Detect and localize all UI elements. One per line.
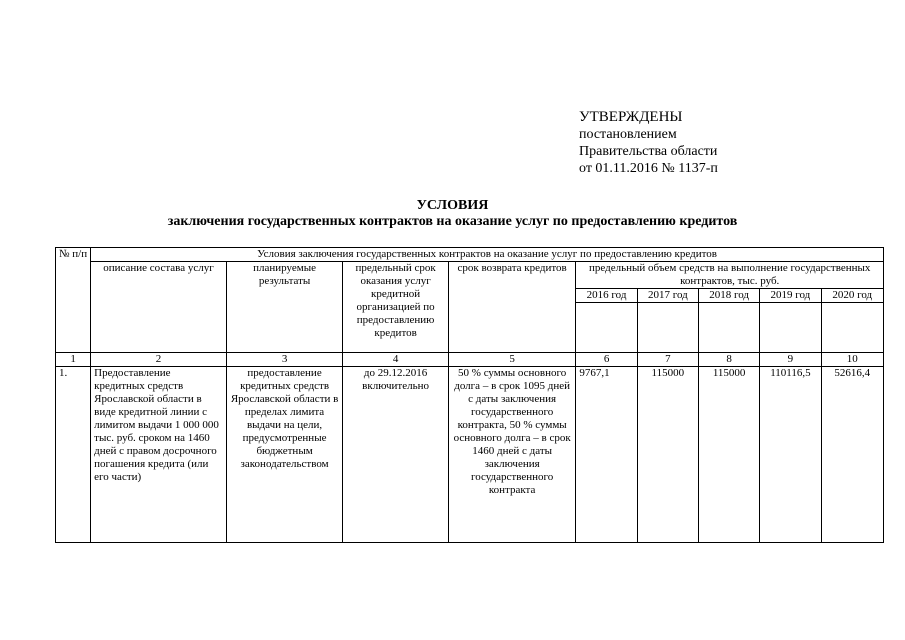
document-heading [0, 198, 905, 230]
column-number: 6 [576, 353, 637, 367]
header-return: срок возврата кредитов [448, 262, 576, 353]
row-value-2016: 9767,1 [576, 367, 637, 543]
column-number: 3 [226, 353, 343, 367]
header-year-spacer-2020 [821, 303, 883, 353]
column-number: 7 [637, 353, 698, 367]
row-number: 1. [56, 367, 91, 543]
conditions-table [55, 247, 884, 543]
row-value-2019: 110116,5 [760, 367, 821, 543]
approved-title: УТВЕРЖДЕНЫ [579, 109, 683, 125]
column-number: 1 [56, 353, 91, 367]
header-volume: предельный объем средств на выполнение государственных контрактов, тыс. руб. [576, 262, 884, 289]
row-results: предоставление кредитных средств Ярославской области в пределах лимита выдачи на цели, предусмотренные бюджетным законодательством [226, 367, 343, 543]
header-year-2017: 2017 год [637, 289, 698, 303]
header-year-spacer-2018 [698, 303, 759, 353]
row-deadline: до 29.12.2016 включительно [343, 367, 448, 543]
header-deadline: предельный срок оказания услуг кредитной организацией по предоставлению кредитов [343, 262, 448, 353]
row-description: Предоставление кредитных средств Ярославской области в виде кредитной линии с лимитом выдачи 1 000 000 тыс. руб. сроком на 1460 дней с правом досрочного погашения кредита (или его части) [91, 367, 227, 543]
approved-line-2: Правительства области [579, 144, 718, 159]
header-year-spacer-2019 [760, 303, 821, 353]
header-year-2016: 2016 год [576, 289, 637, 303]
header-description: описание состава услуг [91, 262, 227, 353]
row-value-2017: 115000 [637, 367, 698, 543]
column-number: 4 [343, 353, 448, 367]
header-group: Условия заключения государственных контрактов на оказание услуг по предоставлению кредитов [91, 248, 884, 262]
table-row [56, 367, 884, 543]
row-value-2018: 115000 [698, 367, 759, 543]
heading-subtitle: заключения государственных контрактов на оказание услуг по предоставлению кредитов [167, 214, 738, 229]
approved-line-3: от 01.11.2016 № 1137-п [579, 161, 718, 176]
header-year-2020: 2020 год [821, 289, 883, 303]
column-number: 9 [760, 353, 821, 367]
header-year-spacer-2017 [637, 303, 698, 353]
header-year-spacer-2016 [576, 303, 637, 353]
column-number: 10 [821, 353, 883, 367]
heading-title: УСЛОВИЯ [416, 198, 489, 213]
row-return: 50 % суммы основного долга – в срок 1095 дней с даты заключения государственного контракта, 50 % суммы основного долга – в срок 1460 дней с даты заключения государственного контракта [448, 367, 576, 543]
row-value-2020: 52616,4 [821, 367, 883, 543]
approval-block [579, 109, 718, 177]
column-number: 8 [698, 353, 759, 367]
header-year-2019: 2019 год [760, 289, 821, 303]
column-number: 2 [91, 353, 227, 367]
approved-line-1: постановлением [579, 127, 677, 142]
column-number: 5 [448, 353, 576, 367]
header-row-number: № п/п [56, 248, 91, 353]
header-results: планируемые результаты [226, 262, 343, 353]
header-year-2018: 2018 год [698, 289, 759, 303]
